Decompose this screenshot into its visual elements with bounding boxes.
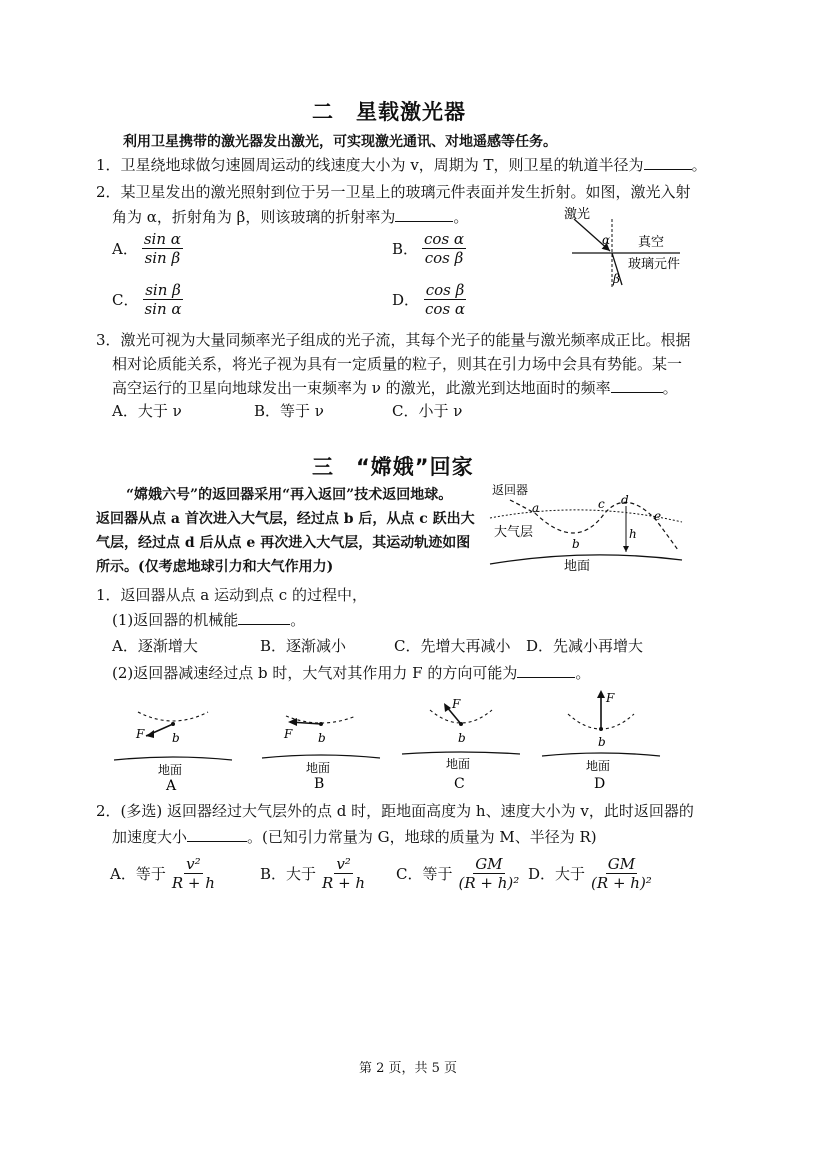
svg-text:b: b xyxy=(172,731,180,745)
section3-intro-1: “嫦娥六号”的返回器采用“再入返回”技术返回地球。 xyxy=(126,487,453,503)
q3-1-1-opt-d[interactable]: D．先减小再增大 xyxy=(526,637,644,655)
q2-1-text: 1．卫星绕地球做匀速圆周运动的线速度大小为 v，周期为 T，则卫星的轨道半径为 xyxy=(96,156,644,174)
answer-blank[interactable] xyxy=(238,610,290,625)
arrowhead-icon xyxy=(146,730,154,738)
q2-2-line2-text: 角为 α，折射角为 β，则该玻璃的折射率为 xyxy=(112,208,396,226)
glass-label: 玻璃元件 xyxy=(628,257,681,272)
trajectory-arc xyxy=(430,710,492,723)
svg-text:b: b xyxy=(598,735,606,749)
q2-2-line2: 角为 α，折射角为 β，则该玻璃的折射率为 。 xyxy=(112,208,469,226)
q2-3-line3-text: 高空运行的卫星向地球发出一束频率为 ν 的激光，此激光到达地面时的频率 xyxy=(112,379,611,397)
ground-line xyxy=(114,757,232,760)
ground-label: 地面 xyxy=(564,559,591,574)
figure-letter: B xyxy=(314,776,325,792)
option-a[interactable]: A． $\frac{\text{sin α}}{\text{sin β}}$ xyxy=(112,230,181,267)
q2-3-line1: 3．激光可视为大量同频率光子组成的光子流，其每个光子的能量与激光频率成正比。根据 xyxy=(96,331,691,349)
q2-3-line3: 高空运行的卫星向地球发出一束频率为 ν 的激光，此激光到达地面时的频率 。 xyxy=(112,379,678,397)
q3-1-1-opt-a[interactable]: A．逐渐增大 xyxy=(112,637,198,655)
q3-1-1: (1)返回器的机械能 。 xyxy=(112,611,306,629)
answer-blank[interactable] xyxy=(187,827,247,842)
ground-line xyxy=(402,752,520,754)
section3-intro-2: 返回器从点 a 首次进入大气层，经过点 b 后，从点 c 跃出大 xyxy=(96,511,475,527)
height-label: h xyxy=(629,527,637,541)
atmosphere-label: 大气层 xyxy=(494,525,534,540)
capsule-label: 返回器 xyxy=(492,483,529,497)
q2-1: 1．卫星绕地球做匀速圆周运动的线速度大小为 v，周期为 T，则卫星的轨道半径为 。 xyxy=(96,156,707,174)
fraction: $\frac{GM}{\text{(R + h)²}}$ xyxy=(458,855,520,892)
q2-3-opt-c[interactable]: C．小于 ν xyxy=(392,402,463,420)
fraction: $\frac{\text{sin β}}{\text{sin α}}$ xyxy=(144,281,182,318)
answer-blank[interactable] xyxy=(395,207,453,222)
q3-2-option-b[interactable]: B．大于 $\frac{\text{v²}}{R + h}$ xyxy=(260,855,366,892)
q2-3-line2: 相对论质能关系，将光子视为具有一定质量的粒子，则其在引力场中会具有势能。某一 xyxy=(112,355,683,373)
fraction: $\frac{\text{cos α}}{\text{cos β}}$ xyxy=(424,230,465,267)
option-c[interactable]: C． $\frac{\text{sin β}}{\text{sin α}}$ xyxy=(112,281,182,318)
q3-2-line2a: 加速度大小 xyxy=(112,828,188,846)
force-figure-c[interactable] xyxy=(396,692,526,792)
point-e: e xyxy=(654,509,662,523)
q3-1-1-opt-c[interactable]: C．先增大再减小 xyxy=(394,637,511,655)
q3-1-1-text: (1)返回器的机械能 xyxy=(112,611,239,629)
arrowhead-icon xyxy=(288,718,297,726)
svg-text:F: F xyxy=(284,727,293,741)
section3-title: 三 “嫦娥”回家 xyxy=(312,455,474,479)
point-a: a xyxy=(532,501,540,515)
svg-text:地面: 地面 xyxy=(446,757,471,771)
svg-text:地面: 地面 xyxy=(586,759,611,773)
figure-letter: C xyxy=(454,776,465,792)
page-footer: 第 2 页，共 5 页 xyxy=(358,1061,458,1076)
ground-line xyxy=(262,755,380,758)
point-d: d xyxy=(621,493,629,507)
reentry-trajectory-diagram xyxy=(486,478,686,578)
answer-blank[interactable] xyxy=(644,155,692,170)
figure-letter: A xyxy=(166,778,177,792)
fraction: $\frac{\text{cos β}}{\text{cos α}}$ xyxy=(425,281,466,318)
svg-text:b: b xyxy=(318,731,326,745)
fraction: $\frac{\text{sin α}}{\text{sin β}}$ xyxy=(143,230,181,267)
beta-label: β xyxy=(613,272,620,286)
figure-letter: D xyxy=(594,776,606,792)
section3-intro-4: 所示。(仅考虑地球引力和大气作用力) xyxy=(96,559,334,575)
refraction-diagram xyxy=(560,205,690,295)
fraction: $\frac{\text{v²}}{R + h}$ xyxy=(322,855,366,892)
svg-text:地面: 地面 xyxy=(158,763,183,777)
q2-3-opt-b[interactable]: B．等于 ν xyxy=(254,402,324,420)
option-b[interactable]: B． $\frac{\text{cos α}}{\text{cos β}}$ xyxy=(392,230,465,267)
answer-blank[interactable] xyxy=(611,378,663,393)
q3-1: 1．返回器从点 a 运动到点 c 的过程中， xyxy=(96,586,367,604)
q3-1-2: (2)返回器减速经过点 b 时，大气对其作用力 F 的方向可能为 。 xyxy=(112,664,591,682)
q2-2-line1: 2．某卫星发出的激光照射到位于另一卫星上的玻璃元件表面并发生折射。如图，激光入射 xyxy=(96,183,691,201)
fraction: $\frac{\text{v²}}{R + h}$ xyxy=(171,855,215,892)
svg-text:b: b xyxy=(458,731,466,745)
q3-2-option-a[interactable]: A．等于 $\frac{\text{v²}}{R + h}$ xyxy=(110,855,215,892)
svg-text:F: F xyxy=(136,727,145,741)
alpha-label: α xyxy=(602,233,611,247)
svg-text:地面: 地面 xyxy=(306,761,331,775)
force-figure-a[interactable] xyxy=(108,692,238,792)
answer-blank[interactable] xyxy=(517,663,575,678)
q3-2-line2 xyxy=(112,826,597,848)
q3-2-line1: 2．(多选) 返回器经过大气层外的点 d 时，距地面高度为 h、速度大小为 v，此时返回器的 xyxy=(96,802,694,820)
section2-title: 二 星载激光器 xyxy=(312,100,466,124)
vacuum-label: 真空 xyxy=(638,235,665,250)
q3-2-line2b: 。(已知引力常量为 G，地球的质量为 M、半径为 R) xyxy=(247,828,597,846)
ground-line xyxy=(542,753,660,756)
q2-3-opt-a[interactable]: A．大于 ν xyxy=(112,402,182,420)
laser-label: 激光 xyxy=(564,207,591,222)
svg-text:F: F xyxy=(606,691,615,705)
section2-intro: 利用卫星携带的激光器发出激光，可实现激光通讯、对地遥感等任务。 xyxy=(123,134,557,150)
q3-2-option-d[interactable]: D．大于 $\frac{GM}{\text{(R + h)²}}$ xyxy=(528,855,652,892)
trajectory-arc xyxy=(138,712,208,721)
force-figure-b[interactable] xyxy=(256,692,386,792)
arrowhead-icon xyxy=(597,690,605,698)
point-b: b xyxy=(572,537,580,551)
point-c: c xyxy=(598,497,605,511)
q3-2-option-c[interactable]: C．等于 $\frac{GM}{\text{(R + h)²}}$ xyxy=(396,855,520,892)
svg-text:F: F xyxy=(452,697,461,711)
option-d[interactable]: D． $\frac{\text{cos β}}{\text{cos α}}$ xyxy=(392,281,466,318)
q3-1-1-opt-b[interactable]: B．逐渐减小 xyxy=(260,637,347,655)
force-figure-d[interactable] xyxy=(536,688,666,792)
section3-intro-3: 气层，经过点 d 后从点 e 再次进入大气层，其运动轨迹如图 xyxy=(96,535,471,551)
q3-1-2-text: (2)返回器减速经过点 b 时，大气对其作用力 F 的方向可能为 xyxy=(112,664,518,682)
fraction: $\frac{GM}{\text{(R + h)²}}$ xyxy=(591,855,652,892)
